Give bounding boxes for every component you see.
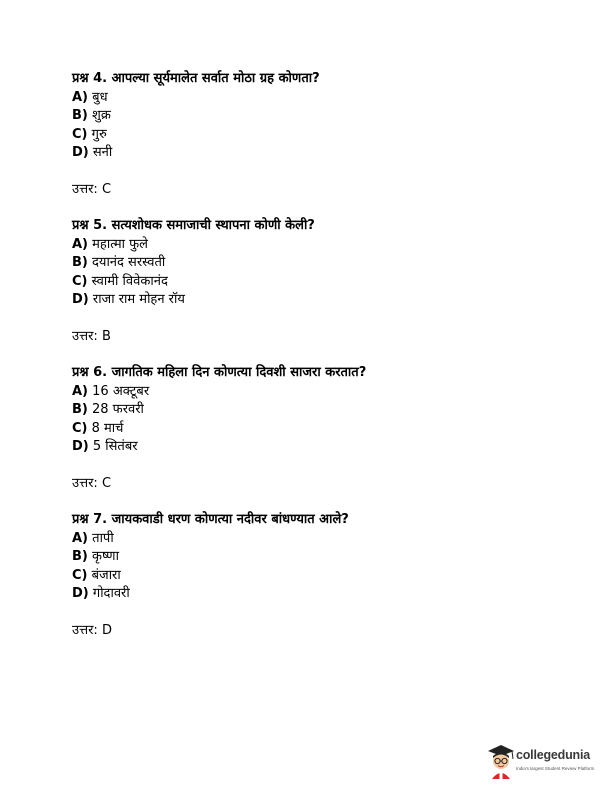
answer-label: उत्तर: <box>72 622 98 638</box>
option-letter: D) <box>72 439 89 454</box>
option-d <box>72 291 552 310</box>
answer-value: C <box>101 475 112 491</box>
question-text: सत्यशोधक समाजाची स्थापना कोणी केली? <box>111 218 315 233</box>
option-c <box>72 126 552 145</box>
option-text: बंजारा <box>91 567 121 583</box>
option-text: कृष्णा <box>92 549 119 564</box>
option-b <box>72 401 552 420</box>
option-letter: C) <box>72 273 88 289</box>
answer-value: B <box>101 328 111 344</box>
option-text: स्वामी विवेकानंद <box>91 273 168 289</box>
option-a <box>72 89 552 108</box>
question-heading <box>72 364 552 383</box>
answer <box>72 328 552 347</box>
option-text: 5 सितंबर <box>92 439 138 454</box>
question-7 <box>72 511 552 640</box>
option-text: राजा राम मोहन रॉय <box>92 292 185 307</box>
option-c <box>72 567 552 586</box>
option-text: 16 अक्टूबर <box>92 383 150 399</box>
option-letter: A) <box>72 236 89 252</box>
option-d <box>72 438 552 457</box>
option-letter: A) <box>72 383 89 399</box>
option-letter: D) <box>72 586 89 601</box>
document-page <box>72 70 552 658</box>
option-letter: B) <box>72 255 88 270</box>
question-heading <box>72 511 552 530</box>
option-b <box>72 254 552 273</box>
question-number: प्रश्न 4. <box>72 71 108 86</box>
option-letter: D) <box>72 292 89 307</box>
answer-value: C <box>101 181 112 197</box>
option-text: गुरु <box>91 126 107 142</box>
option-letter: C) <box>72 567 88 583</box>
option-letter: A) <box>72 89 89 105</box>
option-c <box>72 420 552 439</box>
option-text: महात्मा फुले <box>92 236 148 252</box>
option-letter: A) <box>72 530 89 546</box>
option-d <box>72 585 552 604</box>
question-heading <box>72 217 552 236</box>
question-number: प्रश्न 5. <box>72 218 108 233</box>
option-c <box>72 273 552 292</box>
option-a <box>72 383 552 402</box>
question-text: जायकवाडी धरण कोणत्या नदीवर बांधण्यात आले? <box>111 512 349 527</box>
answer <box>72 622 552 641</box>
question-number: प्रश्न 7. <box>72 512 108 527</box>
answer-value: D <box>101 622 112 638</box>
option-text: बुध <box>92 89 108 105</box>
question-heading <box>72 70 552 89</box>
option-b <box>72 107 552 126</box>
question-6 <box>72 364 552 493</box>
collegedunia-logo[interactable] <box>486 742 606 782</box>
question-number: प्रश्न 6. <box>72 365 108 380</box>
answer-label: उत्तर: <box>72 328 98 344</box>
option-d <box>72 144 552 163</box>
answer <box>72 475 552 494</box>
question-text: जागतिक महिला दिन कोणत्या दिवशी साजरा करतात? <box>111 365 367 380</box>
question-4 <box>72 70 552 199</box>
option-text: सनी <box>92 145 113 160</box>
option-text: शुक्र <box>92 108 111 123</box>
question-5 <box>72 217 552 346</box>
option-letter: B) <box>72 402 88 417</box>
answer-label: उत्तर: <box>72 181 98 197</box>
option-b <box>72 548 552 567</box>
answer-label: उत्तर: <box>72 475 98 491</box>
option-text: गोदावरी <box>92 586 130 601</box>
brand-name: collegedunia <box>516 748 591 762</box>
option-text: तापी <box>92 530 114 546</box>
option-letter: C) <box>72 126 88 142</box>
option-letter: C) <box>72 420 88 436</box>
option-letter: B) <box>72 549 88 564</box>
option-text: दयानंद सरस्वती <box>92 255 166 270</box>
option-a <box>72 236 552 255</box>
brand-tagline: India's largest Student Review Platform <box>516 766 595 771</box>
option-letter: B) <box>72 108 88 123</box>
option-text: 8 मार्च <box>91 420 124 436</box>
answer <box>72 181 552 200</box>
option-text: 28 फरवरी <box>92 402 144 417</box>
option-a <box>72 530 552 549</box>
student-mascot-icon <box>486 742 516 780</box>
question-text: आपल्या सूर्यमालेत सर्वात मोठा ग्रह कोणता? <box>111 71 320 86</box>
option-letter: D) <box>72 145 89 160</box>
